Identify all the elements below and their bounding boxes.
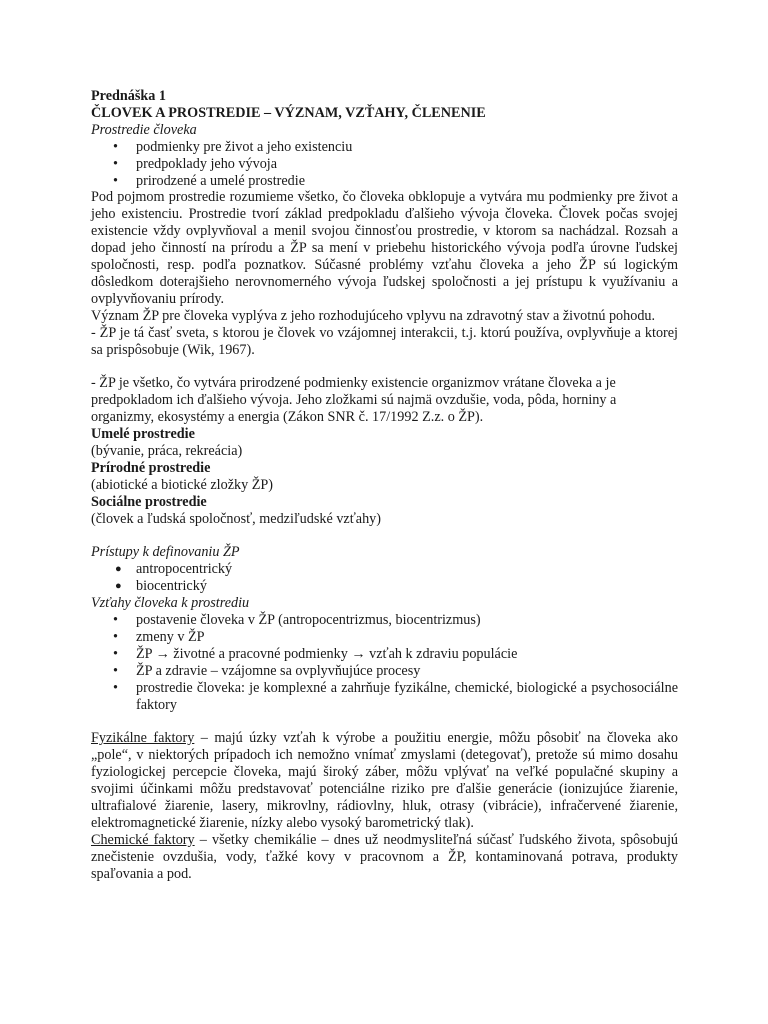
paragraph: Význam ŽP pre človeka vyplýva z jeho rozhodujúceho vplyvu na zdravotný stav a životnú pohodu. <box>91 307 656 324</box>
bullet-icon: • <box>113 679 118 696</box>
bullet-icon: • <box>113 662 118 679</box>
type-name: Sociálne prostredie <box>91 493 207 510</box>
bullet-icon: • <box>113 645 118 662</box>
bullet-list-pristupy <box>91 561 678 595</box>
lecture-title: ČLOVEK A PROSTREDIE – VÝZNAM, VZŤAHY, ČLENENIE <box>91 104 486 121</box>
list-item: • zmeny v ŽP <box>113 628 205 645</box>
list-item: • prirodzené a umelé prostredie <box>113 172 305 189</box>
type-name: Prírodné prostredie <box>91 459 211 476</box>
bullet-icon: ● <box>115 563 122 576</box>
paragraph: Pod pojmom prostredie rozumieme všetko, čo človeka obklopuje a vytvára mu podmienky pre život a jeho existenciu. Prostredie tvorí základ predpokladu ďalšieho vývoja človeka. Človek počas svojej existencie vždy ovplyvňoval a menil svojou činnosťou prostredie, v ktorom sa nachádzal. Rozsah a dopad jeho činností na prírodu a ŽP sa mení v priebehu historického vývoja podľa úrovne ľudskej spoločnosti, resp. podľa poznatkov. Súčasné problémy vzťahu človeka a jeho ŽP sú logickým dôsledkom doterajšieho nerovnomerného vývoja ľudskej spoločnosti a jej prístupu k využívaniu a ovplyvňovaniu prírody. <box>91 189 678 307</box>
physical-factors-label: Fyzikálne faktory <box>91 730 195 747</box>
type-desc: (abiotické a biotické zložky ŽP) <box>91 476 274 493</box>
bullet-icon: • <box>113 612 118 629</box>
bullet-list-prostredie <box>91 139 678 190</box>
bullet-icon: • <box>113 628 118 645</box>
list-item: • predpoklady jeho vývoja <box>113 155 278 172</box>
bullet-icon: ● <box>115 580 122 593</box>
chemical-factors-label: Chemické faktory <box>91 831 195 848</box>
document-page <box>91 88 678 883</box>
bullet-icon: • <box>113 155 118 172</box>
type-desc: (človek a ľudská spoločnosť, medziľudské vzťahy) <box>91 510 381 527</box>
list-item: • ŽP a zdravie – vzájomne sa ovplyvňujúce procesy <box>113 662 421 679</box>
list-item: • prostredie človeka: je komplexné a zahrňuje fyzikálne, chemické, biologické a psychosociálne faktory <box>113 679 678 713</box>
list-item: ● antropocentrický <box>115 561 233 578</box>
type-desc: (bývanie, práca, rekreácia) <box>91 443 243 460</box>
type-name: Umelé prostredie <box>91 426 195 443</box>
section-title-prostredie: Prostredie človeka <box>91 121 197 138</box>
lecture-heading: Prednáška 1 <box>91 88 167 104</box>
paragraph: - ŽP je všetko, čo vytvára prirodzené podmienky existencie organizmov vrátane človeka a je predpokladom ich ďalšieho vývoja. Jeho zložkami sú najmä ovzdušie, voda, pôda, horniny a organizmy, ekosystémy a energia (Zákon SNR č. 17/1992 Z.z. o ŽP). <box>91 375 617 426</box>
paragraph-physical-factors: Fyzikálne faktory – majú úzky vzťah k výrobe a použitiu energie, môžu pôsobiť na človeka ako „pole“, v niektorých prípadoch ich nemožno vnímať zmyslami (detegovať), pretože sú mimo dosahu fyziologickej percepcie človeka, majú široký záber, môžu vplývať na veľké populačné skupiny a svojimi účinkami môžu predstavovať potenciálne riziko pre ďalšie generácie (ionizujúce žiarenie, ultrafialové žiarenie, lasery, mikrovlny, rádiovlny, hluk, otrasy (vibrácie), infračervené žiarenie, elektromagnetické žiarenie, nízky alebo vysoký barometrický tlak). <box>91 730 678 831</box>
paragraph: - ŽP je tá časť sveta, s ktorou je človek vo vzájomnej interakcii, t.j. ktorú používa, ovplyvňuje a ktorej sa prispôsobuje (Wik, 1967). <box>91 324 678 358</box>
list-item: • podmienky pre život a jeho existenciu <box>113 138 353 155</box>
paragraph-chemical-factors: Chemické faktory – všetky chemikálie – dnes už neodmysliteľná súčasť ľudského života, spôsobujú znečistenie ovzdušia, vody, ťažké kovy v pracovnom a ŽP, kontaminovaná potrava, produkty spaľovania a pod. <box>91 831 678 882</box>
list-item: ● biocentrický <box>115 578 207 595</box>
bullet-icon: • <box>113 172 118 189</box>
spacer <box>91 528 678 545</box>
bullet-list-vztahy <box>91 612 678 713</box>
section-title-vztahy: Vzťahy človeka k prostrediu <box>91 595 250 612</box>
spacer <box>91 714 678 731</box>
spacer <box>91 359 678 376</box>
bullet-icon: • <box>113 138 118 155</box>
list-item: • ŽP → životné a pracovné podmienky → vzťah k zdraviu populácie <box>113 645 518 662</box>
list-item: • postavenie človeka v ŽP (antropocentrizmus, biocentrizmus) <box>113 612 481 629</box>
section-title-pristupy: Prístupy k definovaniu ŽP <box>91 544 240 561</box>
